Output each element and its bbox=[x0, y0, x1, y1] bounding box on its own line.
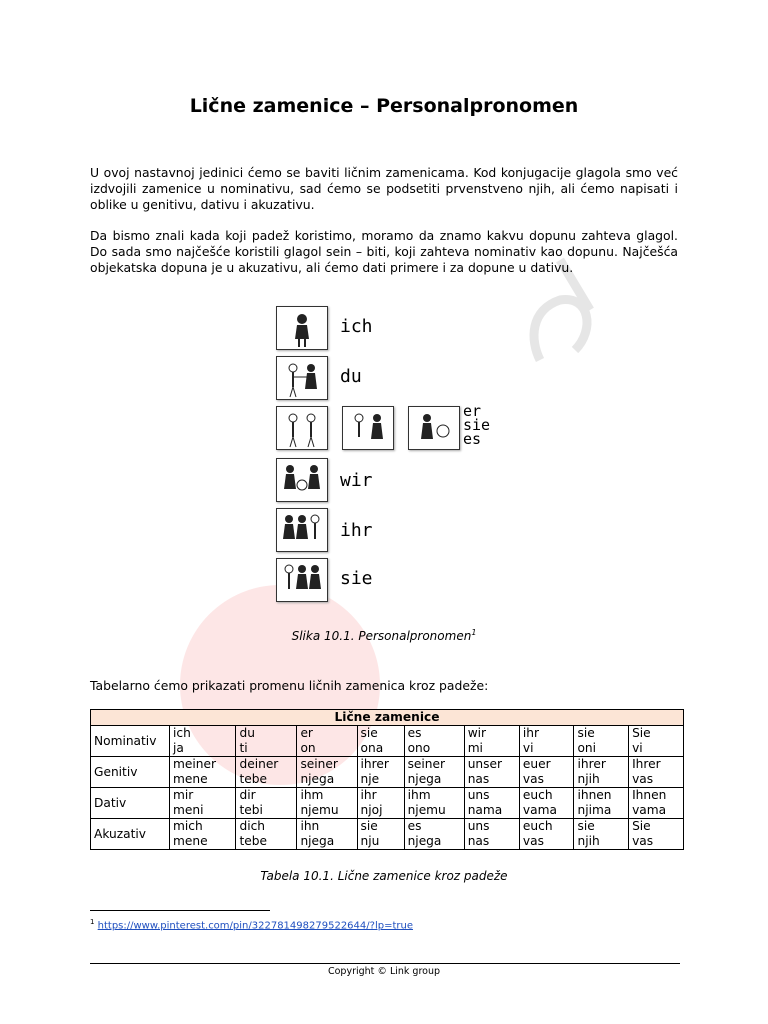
case-paragraph: Da bismo znali kada koji padež koristimo, moramo da znamo kakvu dopunu zahteva glagol. Do sada smo najčešće koristili glagol sein – biti, koji zahteva nominativ kao dopunu. Najčešća objekatska dopuna je u akuzativu, ali ćemo dati primere i za dopune u dativu. bbox=[90, 228, 678, 275]
pronoun-table bbox=[90, 709, 684, 850]
pronoun-cell bbox=[297, 819, 357, 850]
german-form: Ihnen bbox=[632, 788, 667, 802]
german-form: wir bbox=[467, 726, 487, 740]
pronoun-cell bbox=[519, 819, 574, 850]
german-form: dir bbox=[239, 788, 256, 802]
table-body bbox=[91, 726, 684, 850]
pronoun-cell bbox=[236, 726, 297, 757]
serbian-form: nju bbox=[360, 834, 380, 848]
german-form: uns bbox=[467, 788, 490, 802]
pronoun-cell bbox=[629, 757, 684, 788]
figure-caption bbox=[0, 628, 768, 643]
serbian-form: vas bbox=[522, 772, 544, 786]
pronoun-cell bbox=[519, 726, 574, 757]
case-name-cell: Dativ bbox=[91, 788, 170, 819]
serbian-form: nas bbox=[467, 772, 490, 786]
serbian-form: njih bbox=[577, 772, 600, 786]
figure-label-es: es bbox=[463, 430, 482, 448]
pronoun-cell bbox=[357, 819, 404, 850]
serbian-form: njemu bbox=[407, 803, 446, 817]
german-form: sie bbox=[577, 819, 595, 833]
german-form: sie bbox=[360, 726, 378, 740]
german-form: ihm bbox=[407, 788, 431, 802]
pronoun-cell bbox=[170, 757, 236, 788]
serbian-form: ona bbox=[360, 741, 384, 755]
german-form: meiner bbox=[173, 757, 216, 771]
german-form: ihr bbox=[360, 788, 377, 802]
german-form: ihrer bbox=[577, 757, 606, 771]
serbian-form: vi bbox=[632, 741, 643, 755]
pronoun-cell bbox=[464, 788, 519, 819]
german-form: sie bbox=[360, 819, 378, 833]
figure-label-ich: ich bbox=[340, 316, 373, 337]
pronoun-cell bbox=[170, 788, 236, 819]
german-form: euch bbox=[522, 788, 553, 802]
serbian-form: njima bbox=[577, 803, 612, 817]
german-form: unser bbox=[467, 757, 502, 771]
german-form: ihm bbox=[300, 788, 324, 802]
pronoun-cell bbox=[170, 726, 236, 757]
serbian-form: mene bbox=[173, 772, 208, 786]
german-form: Ihrer bbox=[632, 757, 661, 771]
copyright: Copyright © Link group bbox=[327, 966, 441, 977]
pronoun-cell bbox=[464, 726, 519, 757]
serbian-form: ti bbox=[239, 741, 248, 755]
serbian-form: tebe bbox=[239, 772, 267, 786]
german-form: es bbox=[407, 819, 422, 833]
footnote bbox=[90, 918, 413, 931]
serbian-form: tebi bbox=[239, 803, 263, 817]
table-row bbox=[91, 757, 684, 788]
pronoun-cell bbox=[357, 788, 404, 819]
pronoun-cell bbox=[357, 726, 404, 757]
figure-caption-footnote-ref: 1 bbox=[471, 628, 477, 637]
case-name-cell: Nominativ bbox=[91, 726, 170, 757]
german-form: euch bbox=[522, 819, 553, 833]
pronoun-cell bbox=[574, 757, 629, 788]
pronoun-cell bbox=[404, 819, 464, 850]
serbian-form: vas bbox=[522, 834, 544, 848]
serbian-form: ono bbox=[407, 741, 431, 755]
figure-du-image bbox=[276, 356, 328, 400]
serbian-form: on bbox=[300, 741, 316, 755]
german-form: uns bbox=[467, 819, 490, 833]
serbian-form: vas bbox=[632, 834, 654, 848]
serbian-form: njih bbox=[577, 834, 600, 848]
serbian-form: nama bbox=[467, 803, 503, 817]
serbian-form: vama bbox=[632, 803, 667, 817]
figure-label-sie: sie bbox=[463, 416, 491, 434]
serbian-form: vas bbox=[632, 772, 654, 786]
figure-sie-image bbox=[342, 406, 394, 450]
pronoun-cell bbox=[297, 726, 357, 757]
footnote-link[interactable]: https://www.pinterest.com/pin/322781498279522644/?lp=true bbox=[97, 920, 413, 932]
pronoun-cell bbox=[464, 819, 519, 850]
serbian-form: meni bbox=[173, 803, 204, 817]
serbian-form: njega bbox=[300, 834, 335, 848]
pronoun-cell bbox=[404, 788, 464, 819]
german-form: ich bbox=[173, 726, 191, 740]
german-form: mir bbox=[173, 788, 194, 802]
pronoun-cell bbox=[464, 757, 519, 788]
pronoun-cell bbox=[629, 819, 684, 850]
footer-divider bbox=[90, 963, 680, 964]
german-form: ihn bbox=[300, 819, 320, 833]
pronoun-cell bbox=[629, 788, 684, 819]
figure-wir-image bbox=[276, 458, 328, 502]
figure-ihr-image bbox=[276, 508, 328, 552]
table-row bbox=[91, 819, 684, 850]
german-form: dich bbox=[239, 819, 266, 833]
table-row bbox=[91, 726, 684, 757]
figure-label-sie-plural: sie bbox=[340, 568, 373, 589]
pronoun-cell bbox=[404, 757, 464, 788]
figure-er-image bbox=[276, 406, 328, 450]
figure-label-ihr: ihr bbox=[340, 520, 373, 541]
serbian-form: mi bbox=[467, 741, 483, 755]
german-form: seiner bbox=[300, 757, 338, 771]
german-form: Sie bbox=[632, 819, 651, 833]
pronoun-cell bbox=[574, 726, 629, 757]
serbian-form: njega bbox=[300, 772, 335, 786]
pronoun-cell bbox=[170, 819, 236, 850]
figure-label-du: du bbox=[340, 366, 362, 387]
serbian-form: tebe bbox=[239, 834, 267, 848]
german-form: er bbox=[300, 726, 313, 740]
case-name-cell: Genitiv bbox=[91, 757, 170, 788]
german-form: ihr bbox=[522, 726, 540, 740]
figure-label-wir: wir bbox=[340, 470, 373, 491]
pronoun-cell bbox=[629, 726, 684, 757]
german-form: du bbox=[239, 726, 255, 740]
pronoun-figure bbox=[270, 300, 500, 610]
pronoun-cell bbox=[236, 788, 297, 819]
serbian-form: nas bbox=[467, 834, 490, 848]
serbian-form: njemu bbox=[300, 803, 339, 817]
german-form: seiner bbox=[407, 757, 446, 771]
german-form: sie bbox=[577, 726, 595, 740]
german-form: mich bbox=[173, 819, 203, 833]
figure-es-image bbox=[408, 406, 460, 450]
german-form: euer bbox=[522, 757, 551, 771]
german-form: ihnen bbox=[577, 788, 612, 802]
pronoun-cell bbox=[357, 757, 404, 788]
footnote-divider bbox=[90, 910, 270, 911]
german-form: Sie bbox=[632, 726, 651, 740]
serbian-form: njega bbox=[407, 834, 442, 848]
table-row bbox=[91, 788, 684, 819]
pronoun-cell bbox=[519, 788, 574, 819]
serbian-form: njega bbox=[407, 772, 442, 786]
serbian-form: vi bbox=[522, 741, 534, 755]
figure-ich-image bbox=[276, 306, 328, 350]
german-form: es bbox=[407, 726, 422, 740]
german-form: ihrer bbox=[360, 757, 389, 771]
figure-label-er: er bbox=[463, 402, 482, 420]
table-header: Lične zamenice bbox=[91, 710, 684, 726]
intro-paragraph: U ovoj nastavnoj jedinici ćemo se baviti ličnim zamenicama. Kod konjugacije glagola smo već izdvojili zamenice u nominativu, sad ćemo se podsetiti prvenstveno njih, ali ćemo napisati i oblike u genitivu, dativu i akuzativu. bbox=[90, 165, 678, 212]
pronoun-cell bbox=[297, 757, 357, 788]
serbian-form: vama bbox=[522, 803, 557, 817]
serbian-form: mene bbox=[173, 834, 208, 848]
serbian-form: njoj bbox=[360, 803, 383, 817]
serbian-form: oni bbox=[577, 741, 597, 755]
serbian-form: nje bbox=[360, 772, 380, 786]
pronoun-cell bbox=[297, 788, 357, 819]
pronoun-cell bbox=[236, 757, 297, 788]
german-form: deiner bbox=[239, 757, 279, 771]
pronoun-cell bbox=[519, 757, 574, 788]
page-title: Lične zamenice – Personalpronomen bbox=[189, 95, 579, 117]
pronoun-cell bbox=[404, 726, 464, 757]
figure-caption-text: Slika 10.1. Personalpronomen bbox=[291, 629, 472, 643]
pronoun-cell bbox=[574, 819, 629, 850]
case-name-cell: Akuzativ bbox=[91, 819, 170, 850]
pronoun-cell bbox=[236, 819, 297, 850]
pronoun-cell bbox=[574, 788, 629, 819]
serbian-form: ja bbox=[173, 741, 184, 755]
footnote-number: 1 bbox=[90, 918, 95, 926]
table-caption: Tabela 10.1. Lične zamenice kroz padeže bbox=[260, 869, 508, 883]
table-intro: Tabelarno ćemo prikazati promenu ličnih zamenica kroz padeže: bbox=[90, 678, 489, 693]
figure-sie-plural-image bbox=[276, 558, 328, 602]
